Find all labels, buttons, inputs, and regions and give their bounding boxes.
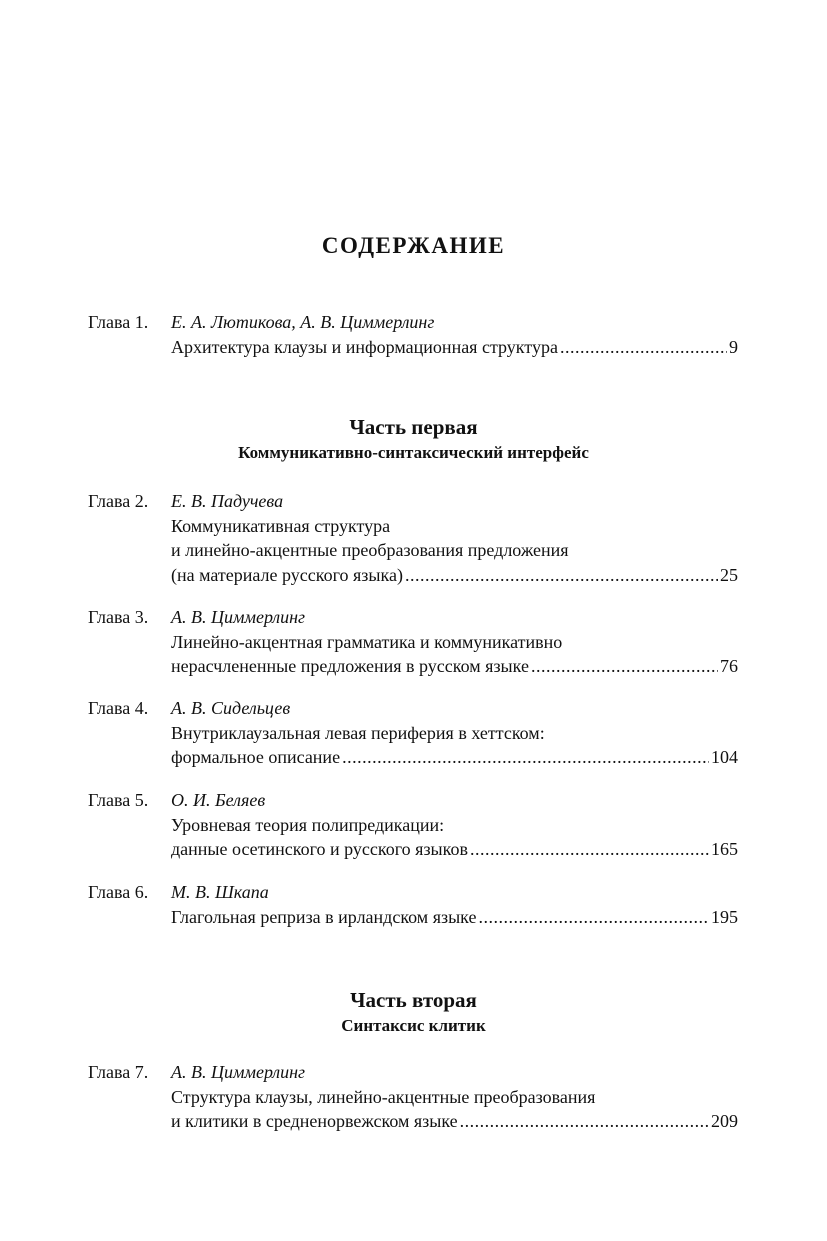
chapter-title-line: Коммуникативная структура bbox=[171, 515, 391, 536]
part-subtitle: Коммуникативно-синтаксический интерфейс bbox=[238, 443, 589, 462]
chapter-title-line: Линейно-акцентная грамматика и коммуникативно bbox=[171, 631, 563, 652]
chapter-title-line bbox=[171, 1109, 738, 1134]
toc-entry-chapter-2[interactable] bbox=[88, 489, 738, 587]
dot-leader bbox=[460, 1109, 709, 1134]
chapter-authors: О. И. Беляев bbox=[171, 790, 266, 810]
toc-entry-chapter-1[interactable] bbox=[88, 310, 738, 359]
chapter-title-line: Структура клаузы, линейно-акцентные преобразования bbox=[171, 1086, 596, 1107]
toc-entry-chapter-3[interactable] bbox=[88, 605, 738, 679]
part-heading-1 bbox=[0, 413, 827, 465]
part-name: Часть первая bbox=[349, 415, 478, 439]
chapter-title-line bbox=[171, 837, 738, 862]
chapter-title-line bbox=[171, 745, 738, 770]
chapter-title-line bbox=[171, 654, 738, 679]
chapter-title-line bbox=[171, 905, 738, 930]
dot-leader bbox=[478, 905, 709, 930]
toc-entry-chapter-6[interactable] bbox=[88, 880, 738, 929]
dot-leader bbox=[342, 745, 709, 770]
chapter-title: (на материале русского языка) bbox=[171, 564, 403, 585]
dot-leader bbox=[531, 654, 718, 679]
chapter-title-line bbox=[171, 563, 738, 588]
part-name: Часть вторая bbox=[350, 988, 477, 1012]
page-number: 25 bbox=[720, 564, 738, 585]
chapter-number: Глава 6. bbox=[88, 882, 149, 902]
chapter-title: данные осетинского и русского языков bbox=[171, 839, 468, 859]
chapter-authors: Е. В. Падучева bbox=[171, 491, 284, 511]
page-number: 165 bbox=[711, 839, 738, 859]
chapter-title: формальное описание bbox=[171, 747, 341, 767]
chapter-authors: А. В. Циммерлинг bbox=[171, 1062, 306, 1082]
page-number: 209 bbox=[711, 1111, 738, 1131]
chapter-title: Глагольная реприза в ирландском языке bbox=[171, 906, 477, 927]
chapter-title-line bbox=[171, 335, 738, 360]
chapter-title: нерасчлененные предложения в русском языке bbox=[171, 656, 529, 676]
chapter-authors: М. В. Шкапа bbox=[171, 882, 269, 902]
page-number: 104 bbox=[711, 747, 738, 767]
chapter-title-line: Внутриклаузальная левая периферия в хеттском: bbox=[171, 722, 545, 743]
part-heading-2 bbox=[0, 986, 827, 1038]
dot-leader bbox=[470, 837, 709, 862]
chapter-number: Глава 2. bbox=[88, 491, 149, 511]
page-number: 76 bbox=[720, 656, 738, 676]
toc-entry-chapter-7[interactable] bbox=[88, 1060, 738, 1134]
chapter-authors: Е. А. Лютикова, А. В. Циммерлинг bbox=[171, 312, 435, 332]
part-subtitle: Синтаксис клитик bbox=[341, 1016, 486, 1035]
page-number: 9 bbox=[729, 336, 738, 357]
toc-entry-chapter-4[interactable] bbox=[88, 696, 738, 770]
chapter-title-line: Уровневая теория полипредикации: bbox=[171, 814, 445, 835]
chapter-title: Архитектура клаузы и информационная структура bbox=[171, 336, 558, 357]
page-number: 195 bbox=[711, 906, 738, 927]
chapter-number: Глава 7. bbox=[88, 1062, 149, 1082]
dot-leader bbox=[560, 335, 727, 360]
chapter-authors: А. В. Сидельцев bbox=[171, 698, 291, 718]
chapter-title-line: и линейно-акцентные преобразования предложения bbox=[171, 540, 569, 560]
chapter-number: Глава 5. bbox=[88, 790, 149, 810]
dot-leader bbox=[405, 563, 718, 588]
toc-entry-chapter-5[interactable] bbox=[88, 788, 738, 862]
chapter-number: Глава 3. bbox=[88, 607, 149, 627]
page-title: СОДЕРЖАНИЕ bbox=[321, 233, 506, 258]
chapter-authors: А. В. Циммерлинг bbox=[171, 607, 306, 627]
chapter-title: и клитики в средненорвежском языке bbox=[171, 1111, 458, 1131]
chapter-number: Глава 1. bbox=[88, 312, 149, 332]
chapter-number: Глава 4. bbox=[88, 698, 149, 718]
